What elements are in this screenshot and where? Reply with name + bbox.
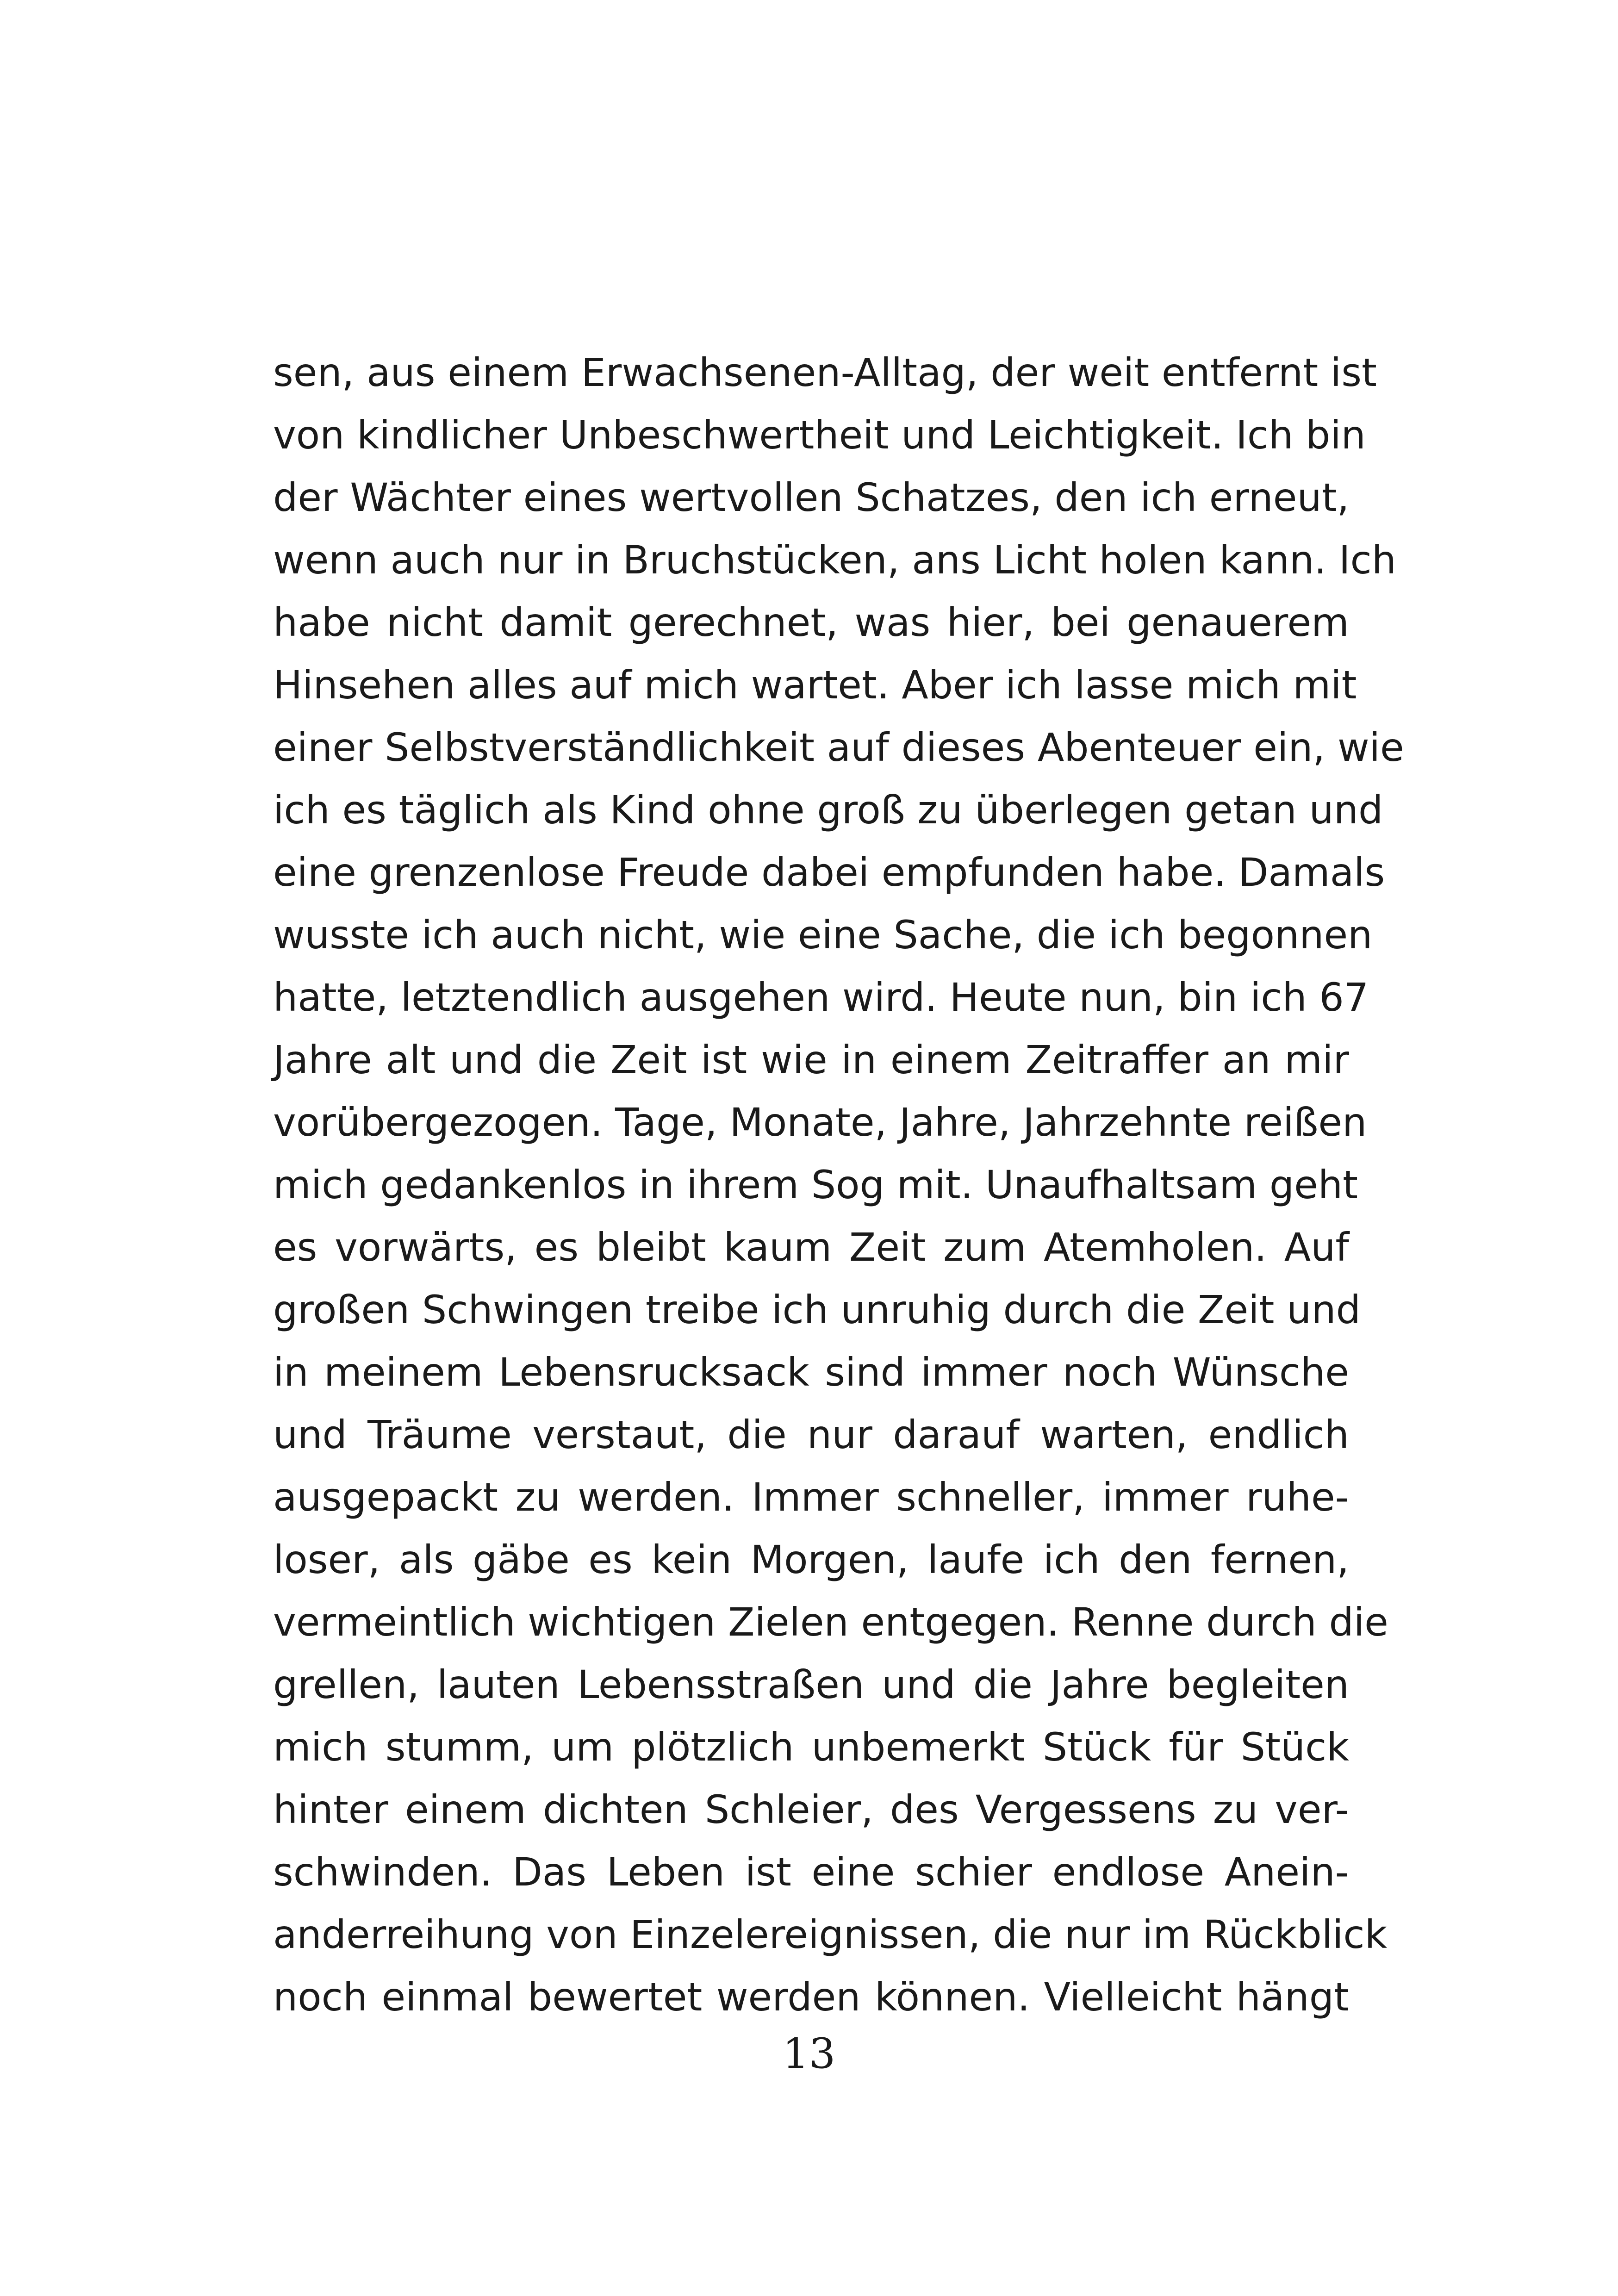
text-line: mich stumm, um plötzlich unbemerkt Stück für Stück xyxy=(273,1724,1349,1770)
text-line: noch einmal bewertet werden können. Vielleicht hängt xyxy=(273,1974,1349,2020)
text-line: wusste ich auch nicht, wie eine Sache, die ich begonnen xyxy=(273,912,1373,958)
text-line: wenn auch nur in Bruchstücken, ans Licht holen kann. Ich xyxy=(273,537,1396,583)
text-line: loser, als gäbe es kein Morgen, laufe ich den fernen, xyxy=(273,1537,1349,1582)
text-line: und Träume verstaut, die nur darauf warten, endlich xyxy=(273,1412,1349,1457)
text-line: der Wächter eines wertvollen Schatzes, den ich erneut, xyxy=(273,475,1350,520)
text-line: sen, aus einem Erwachsenen-Alltag, der weit entfernt ist xyxy=(273,350,1377,395)
text-line: grellen, lauten Lebensstraßen und die Jahre begleiten xyxy=(273,1662,1349,1707)
text-line: hinter einem dichten Schleier, des Vergessens zu ver- xyxy=(273,1787,1349,1832)
text-line: vermeintlich wichtigen Zielen entgegen. Renne durch die xyxy=(273,1599,1388,1645)
page-number: 13 xyxy=(782,2029,836,2078)
text-line: eine grenzenlose Freude dabei empfunden habe. Damals xyxy=(273,850,1385,895)
text-line: von kindlicher Unbeschwertheit und Leichtigkeit. Ich bin xyxy=(273,412,1366,458)
text-line: in meinem Lebensrucksack sind immer noch Wünsche xyxy=(273,1350,1349,1395)
text-line: Jahre alt und die Zeit ist wie in einem Zeitraffer an mir xyxy=(273,1037,1349,1083)
text-line: hatte, letztendlich ausgehen wird. Heute nun, bin ich 67 xyxy=(273,975,1369,1020)
text-line: es vorwärts, es bleibt kaum Zeit zum Atemholen. Auf xyxy=(273,1225,1349,1270)
text-line: schwinden. Das Leben ist eine schier endlose Anein- xyxy=(273,1849,1349,1895)
body-text xyxy=(273,342,1404,2028)
text-line: habe nicht damit gerechnet, was hier, bei genauerem xyxy=(273,600,1349,645)
text-line: Hinsehen alles auf mich wartet. Aber ich lasse mich mit xyxy=(273,662,1357,708)
text-line: mich gedankenlos in ihrem Sog mit. Unaufhaltsam geht xyxy=(273,1162,1358,1207)
text-line: ich es täglich als Kind ohne groß zu überlegen getan und xyxy=(273,787,1383,833)
text-line: vorübergezogen. Tage, Monate, Jahre, Jahrzehnte reißen xyxy=(273,1100,1367,1145)
text-line: ausgepackt zu werden. Immer schneller, immer ruhe- xyxy=(273,1475,1349,1520)
text-line: einer Selbstverständlichkeit auf dieses Abenteuer ein, wie xyxy=(273,725,1404,770)
text-line: anderreihung von Einzelereignissen, die nur im Rückblick xyxy=(273,1912,1388,1957)
text-line: großen Schwingen treibe ich unruhig durch die Zeit und xyxy=(273,1287,1361,1332)
